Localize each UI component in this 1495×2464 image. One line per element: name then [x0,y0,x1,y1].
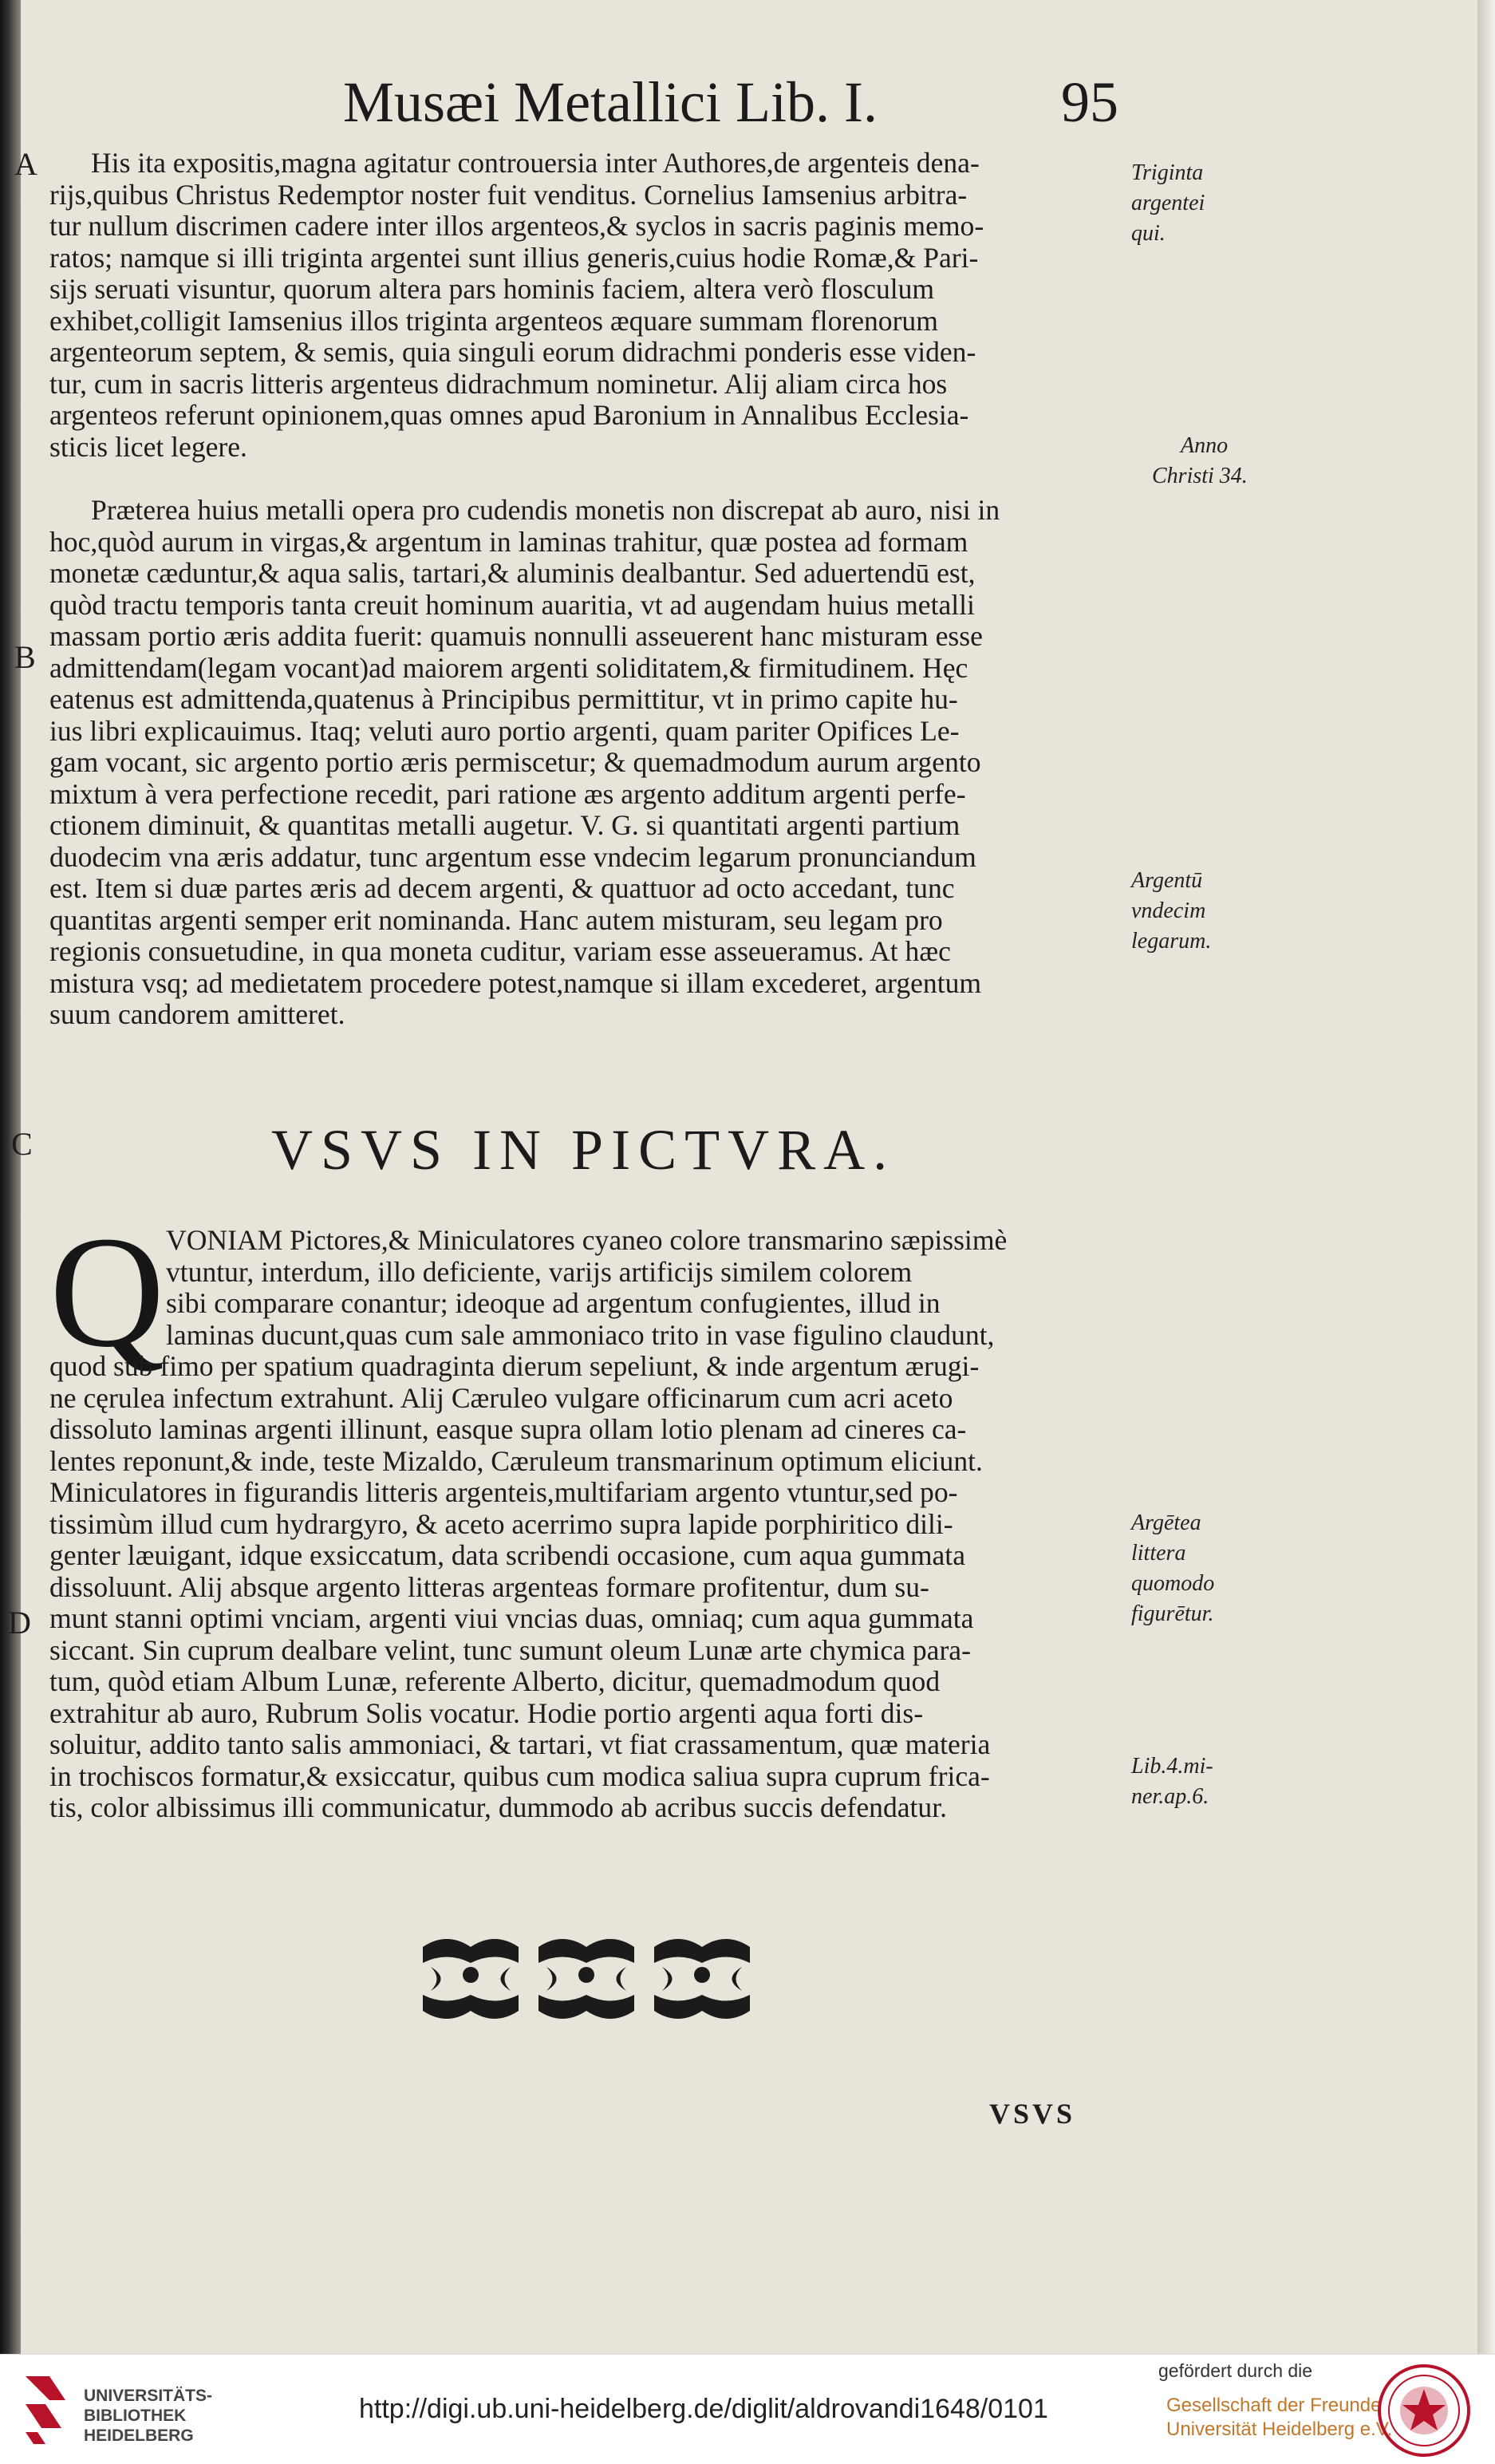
page-number: 95 [1061,70,1118,134]
section-letter-c: C [11,1126,33,1162]
text-line: argenteorum septem, & semis, quia singuli eorum didrachmi ponderis esse viden- [49,337,976,368]
margin-line: qui. [1131,221,1166,246]
text-line: quòd tractu temporis tanta creuit hominum auaritia, vt ad augendam huius metalli [49,589,975,621]
text-line: rijs,quibus Christus Redemptor noster fuit venditus. Cornelius Iamsenius arbitra- [49,179,968,211]
text-line: dissoluunt. Alij absque argento litteras argenteas formare profitentur, dum su- [49,1571,929,1603]
section-letter-b: B [14,639,36,675]
text-line: munt stanni optimi vnciam, argenti viui vncias duas, omniaq; cum aqua gummata [49,1603,974,1634]
text-line: quantitas argenti semper erit nominanda. Hanc autem misturam, seu legam pro [49,904,943,936]
text-line: siccant. Sin cuprum dealbare velint, tunc sumunt oleum Lunæ arte chymica para- [49,1634,971,1666]
text-line: tis, color albissimus illi communicatur, dummodo ab acribus succis defendatur. [49,1792,948,1823]
text-line: tum, quòd etiam Album Lunæ, referente Alberto, dicitur, quemadmodum quod [49,1666,941,1697]
binding-gutter [0,0,21,2354]
text-line: exhibet,colligit Iamsenius illos triginta argenteos æquare summam florenorum [49,305,938,337]
library-name-line: UNIVERSITÄTS- [84,2387,213,2405]
text-line: in trochiscos formatur,& exsiccatur, quibus cum modica saliua supra cuprum frica- [49,1760,990,1792]
library-name [84,2386,212,2446]
text-line: mixtum à vera perfectione recedit, pari ratione æs argento additum argenti perfe- [49,778,966,810]
text-line: monetæ cæduntur,& aqua salis, tartari,& aluminis dealbantur. Sed aduertendū est, [49,558,976,589]
text-line: dissoluto laminas argenti illinunt, easque supra ollam lotio plenam ad cineres ca- [49,1414,967,1445]
marginal-note-lib [1131,1751,1213,1812]
text-line: tur, cum in sacris litteris argenteus didrachmum nominetur. Alij aliam circa hos [49,368,948,400]
library-logo-icon [18,2368,73,2448]
section-heading: VSVS IN PICTVRA. [271,1118,896,1182]
text-line: suum candorem amitteret. [49,999,345,1030]
margin-line: Anno [1181,433,1229,458]
text-line: ctionem diminuit, & quantitas metalli augetur. V. G. si quantitati argenti partium [49,810,961,841]
text-line: ne cęrulea infectum extrahunt. Alij Cæruleo vulgare officinarum cum acri aceto [49,1382,953,1414]
marginal-note-anno [1152,431,1248,492]
text-line: Præterea huius metalli opera pro cudendis monetis non discrepat ab auro, nisi in [91,495,1000,526]
ornament-block [654,1939,750,2019]
text-line: ratos; namque si illi triginta argentei sunt illius generis,cuius hodie Romæ,& Pari- [49,242,979,274]
text-line: sticis licet legere. [49,431,247,463]
margin-line: Triginta [1131,160,1204,185]
printer-ornament [415,1931,758,2027]
ornament-block [538,1939,634,2019]
text-line: genter læuigant, idque exsiccatum, data scribendi occasione, cum aqua gummata [49,1540,965,1571]
margin-line: quomodo [1131,1571,1215,1596]
margin-line: littera [1131,1541,1186,1566]
text-line: est. Item si duæ partes æris ad decem argenti, & quattuor ad octo accedant, tunc [49,873,955,904]
catchword: VSVS [989,2098,1076,2130]
margin-line: legarum. [1131,929,1212,954]
text-line: extrahitur ab auro, Rubrum Solis vocatur. Hodie portio argenti aqua forti dis- [49,1697,924,1729]
marginal-note-argetea [1131,1508,1214,1629]
text-line: VONIAM Pictores,& Miniculatores cyaneo colore transmarino sæpissimè [166,1225,1008,1256]
margin-line: Christi 34. [1152,464,1248,488]
margin-line: figurētur. [1131,1601,1214,1626]
text-line: laminas ducunt,quas cum sale ammoniaco trito in vase figulino claudunt, [166,1319,995,1351]
text-line: soluitur, addito tanto salis ammoniaci, & tartari, vt fiat crassamentum, quæ materia [49,1729,991,1760]
text-line: lentes reponunt,& inde, teste Mizaldo, Cæruleum transmarinum optimum eliciunt. [49,1445,983,1477]
ornament-block [423,1939,519,2019]
university-seal-icon [1377,2363,1471,2458]
text-line: ius libri explicauimus. Itaq; veluti auro portio argenti, quam pariter Opifices Le- [49,715,960,747]
text-line: argenteos referunt opinionem,quas omnes apud Baronium in Annalibus Ecclesia- [49,400,969,431]
text-line: sijs seruati visuntur, quorum altera pars hominis faciem, altera verò flosculum [49,274,935,305]
text-line: admittendam(legam vocant)ad maiorem argenti soliditatem,& firmitudinem. Hęc [49,652,968,684]
paragraph-1 [49,148,1118,463]
permalink-url[interactable]: http://digi.ub.uni-heidelberg.de/diglit/aldrovandi1648/0101 [359,2394,1048,2424]
paragraph-3 [49,1351,1118,1824]
paragraph-2 [49,495,1118,1031]
margin-line: Lib.4.mi- [1131,1754,1213,1779]
text-line: mistura vsq; ad medietatem procedere potest,namque si illam excederet, argentum [49,967,982,999]
society-line: Universität Heidelberg e.V. [1166,2419,1393,2440]
marginal-note-triginta [1131,158,1205,249]
text-line: sibi comparare conantur; ideoque ad argentum confugientes, illud in [166,1288,941,1319]
text-line: His ita expositis,magna agitatur controuersia inter Authores,de argenteis dena- [91,148,980,179]
library-name-line: BIBLIOTHEK [84,2407,187,2425]
text-line: duodecim vna æris addatur, tunc argentum esse vndecim legarum pronunciandum [49,841,976,873]
margin-line: Argentū [1131,868,1203,893]
funded-by-label: gefördert durch die [1158,2360,1313,2381]
text-line: vtuntur, interdum, illo deficiente, varijs artificijs similem colorem [166,1256,913,1288]
margin-line: vndecim [1131,898,1206,923]
text-line: tissimùm illud cum hydrargyro, & aceto acerrimo supra lapide porphiritico dili- [49,1508,953,1540]
section-letter-a: A [14,146,37,182]
page-edge [1477,0,1495,2354]
section-letter-d: D [8,1605,31,1641]
text-line: Miniculatores in figurandis litteris argenteis,multifariam argento vtuntur,sed po- [49,1477,958,1508]
society-line: Gesellschaft der Freunde [1166,2395,1382,2416]
margin-line: ner.ap.6. [1131,1784,1209,1809]
text-line: quod sub fimo per spatium quadraginta dierum sepeliunt, & inde argentum ærugi- [49,1351,980,1382]
running-title: Musæi Metallici Lib. I. [343,70,878,134]
text-line: massam portio æris addita fuerit: quamuis nonnulli asseuerent hanc misturam esse [49,621,983,652]
text-line: regionis consuetudine, in qua moneta cuditur, variam esse asseueramus. At hæc [49,936,951,967]
text-line: gam vocant, sic argento portio æris permiscetur; & quemadmodum aurum argento [49,747,981,778]
margin-line: argentei [1131,191,1205,215]
text-line: hoc,quòd aurum in virgas,& argentum in laminas trahitur, quæ postea ad formam [49,526,968,558]
drop-capital: Q [49,1204,165,1380]
margin-line: Argētea [1131,1510,1201,1535]
text-line: eatenus est admittenda,quatenus à Principibus permittitur, vt in primo capite hu- [49,684,958,715]
society-name [1166,2394,1392,2442]
library-name-line: HEIDELBERG [84,2426,194,2445]
marginal-note-argentum [1131,866,1211,957]
text-line: tur nullum discrimen cadere inter illos argenteos,& syclos in sacris paginis memo- [49,211,984,242]
paragraph-3-indented [166,1225,1118,1351]
